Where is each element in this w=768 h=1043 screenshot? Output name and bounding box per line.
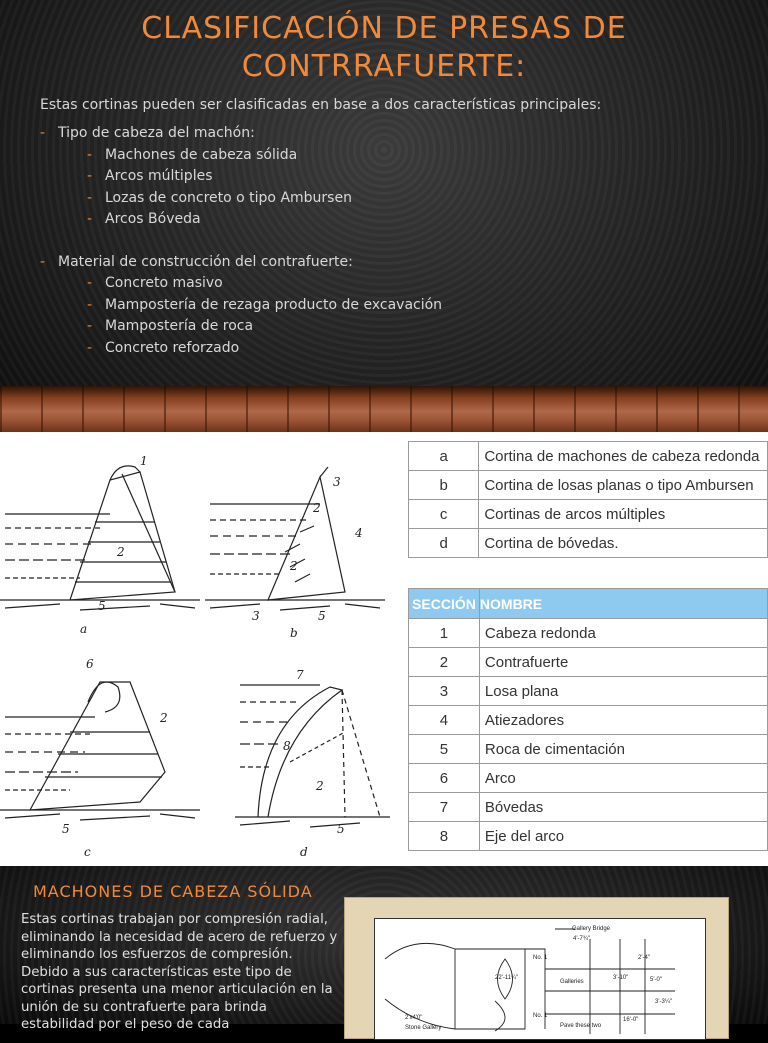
- table-row: b Cortina de losas planas o tipo Ambursen: [409, 471, 768, 500]
- figure-label: 5: [337, 822, 345, 836]
- figure-label: 7: [296, 668, 304, 682]
- figure-label: 16'-0": [623, 1017, 639, 1023]
- figure-label: 2'x4'0": [405, 1015, 423, 1021]
- figure-label: 2: [117, 545, 125, 559]
- list-item: - Mampostería de roca: [87, 316, 720, 338]
- figure-label: 22'-11¼": [495, 975, 519, 981]
- table-row: 2 Contrafuerte: [409, 648, 768, 677]
- list-item: - Concreto masivo: [87, 273, 720, 295]
- figure-label: 6: [86, 657, 94, 671]
- table-row: a Cortina de machones de cabeza redonda: [409, 442, 768, 471]
- figure-label: 4: [355, 526, 363, 540]
- type-list: [58, 145, 720, 231]
- figure-label: 2'-4": [638, 955, 650, 961]
- figure-label: 5'-0": [650, 977, 662, 983]
- figure-label: Galleries: [560, 979, 584, 985]
- figure-label: 4'-7¾": [573, 936, 590, 942]
- dam-sketches-figure: [0, 432, 400, 866]
- body-text: Estas cortinas trabajan por compresión radial, eliminando la necesidad de acero de refuerzo y eliminando los esfuerzos de compresión. Debido a sus características este tipo de cortinas presenta una menor articulación en la unión de su contrafuerte para brinda estabilidad por el peso de cada: [21, 912, 338, 1032]
- table-row: d Cortina de bóvedas.: [409, 529, 768, 558]
- intro-text: Estas cortinas pueden ser clasificadas en base a dos características principales:: [40, 97, 602, 113]
- slide-title: MACHONES DE CABEZA SÓLIDA: [33, 882, 313, 901]
- group-label: Tipo de cabeza del machón:: [58, 125, 255, 141]
- group-head-type: [40, 123, 720, 231]
- figure-label: 2: [316, 779, 324, 793]
- list-item: - Arcos Bóveda: [87, 209, 720, 231]
- dam-types-table: [408, 441, 768, 558]
- figure-label: No. 1: [533, 1013, 548, 1019]
- figure-label: 2: [313, 501, 321, 515]
- table-row: c Cortinas de arcos múltiples: [409, 500, 768, 529]
- figure-label: Pave these two: [560, 1023, 602, 1029]
- table-row: 1 Cabeza redonda: [409, 619, 768, 648]
- blueprint-photo: [344, 897, 729, 1039]
- slide-classification: [0, 0, 768, 432]
- table-header-row: [409, 589, 768, 619]
- table-row: 7 Bóvedas: [409, 793, 768, 822]
- list-item: - Lozas de concreto o tipo Ambursen: [87, 188, 720, 210]
- table-row: 6 Arco: [409, 764, 768, 793]
- figure-label: 2: [160, 711, 168, 725]
- figure-label: 5: [98, 599, 106, 613]
- sketch-a: [0, 466, 200, 610]
- classification-list: [40, 123, 720, 359]
- sections-table: [408, 588, 768, 851]
- blueprint-drawing: [374, 918, 706, 1040]
- list-item: - Concreto reforzado: [87, 338, 720, 360]
- figure-label: 3'-10": [613, 975, 629, 981]
- material-list: [58, 273, 720, 359]
- figure-label: a: [80, 622, 88, 636]
- table-row: 4 Atiezadores: [409, 706, 768, 735]
- figure-label: Stone Gallery: [405, 1025, 442, 1031]
- figure-label: No. 1: [533, 955, 548, 961]
- figure-label: 5: [318, 609, 326, 623]
- figure-label: 5: [62, 822, 70, 836]
- figure-label: 2: [290, 559, 298, 573]
- figure-label: 3: [252, 609, 260, 623]
- figure-label: 1: [140, 454, 148, 468]
- sketch-c: [0, 682, 200, 820]
- group-head-material: [40, 252, 720, 360]
- table-row: 3 Losa plana: [409, 677, 768, 706]
- figure-label: 3: [333, 475, 341, 489]
- figure-label: Gallery Bridge: [572, 926, 611, 932]
- list-item: - Mampostería de rezaga producto de excavación: [87, 295, 720, 317]
- wood-floor-decoration: [0, 386, 768, 432]
- slide-diagrams: [0, 432, 768, 866]
- figure-label: 3'-3¼": [655, 999, 672, 1005]
- sketch-d: [235, 685, 390, 827]
- list-item: - Arcos múltiples: [87, 166, 720, 188]
- slide-title: CLASIFICACIÓN DE PRESAS DE CONTRRAFUERTE:: [141, 11, 627, 84]
- figure-label: d: [300, 845, 308, 859]
- table-row: 5 Roca de cimentación: [409, 735, 768, 764]
- figure-label: c: [84, 845, 91, 859]
- figure-label: 8: [283, 739, 291, 753]
- group-label: Material de construcción del contrafuerte:: [58, 253, 353, 270]
- figure-label: b: [290, 626, 298, 640]
- table-row: 8 Eje del arco: [409, 822, 768, 851]
- column-header: NOMBRE: [479, 589, 767, 619]
- column-header: SECCIÓN: [409, 589, 480, 619]
- list-item: - Machones de cabeza sólida: [87, 145, 720, 167]
- slide-solid-head-buttress: [0, 866, 768, 1032]
